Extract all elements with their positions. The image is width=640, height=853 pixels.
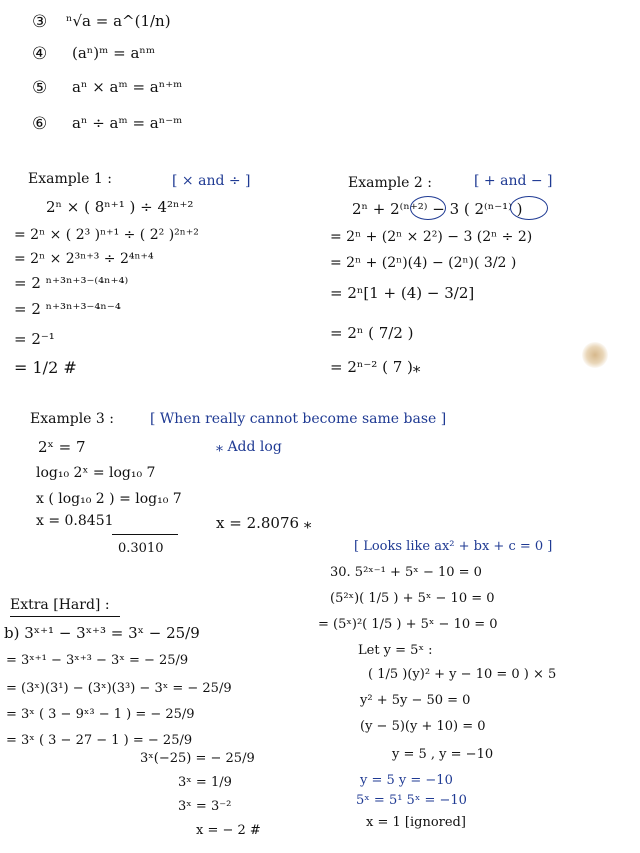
rule-5-number: ⑤ (32, 78, 48, 98)
rule-3-number: ③ (32, 12, 48, 32)
example-3-line: x ( log₁₀ 2 ) = log₁₀ 7 (36, 491, 182, 507)
extra-title: Extra [Hard] : (10, 597, 110, 613)
example-1-line: = 2⁻¹ (14, 330, 55, 348)
example-3-line: 2ˣ = 7 (38, 438, 86, 456)
example-3-note: ⁎ Add log (216, 439, 282, 455)
example-2-line: = 2ⁿ⁻² ( 7 )⁎ (330, 358, 421, 376)
example-2-line: = 2ⁿ + (2ⁿ × 2²) − 3 (2ⁿ ÷ 2) (330, 229, 533, 245)
example-1-line: = 2 ⁿ⁺³ⁿ⁺³⁻⁴ⁿ⁻⁴ (14, 300, 121, 318)
example-1-line: = 1/2 # (14, 358, 77, 377)
extra-line: = 3ˣ ( 3 − 27 − 1 ) = − 25/9 (6, 733, 193, 748)
rule-5-formula: aⁿ × aᵐ = aⁿ⁺ᵐ (72, 78, 183, 96)
example-1-tag: [ × and ÷ ] (172, 173, 251, 189)
example-1-line: = 2 ⁿ⁺³ⁿ⁺³⁻⁽⁴ⁿ⁺⁴⁾ (14, 274, 129, 292)
circle-annotation-n-plus-2 (410, 196, 446, 220)
example-3-line: log₁₀ 2ˣ = log₁₀ 7 (36, 465, 156, 481)
q30-line: ( 1/5 )(y)² + y − 10 = 0 ) × 5 (368, 667, 557, 682)
q30-line: (5²ˣ)( 1/5 ) + 5ˣ − 10 = 0 (330, 591, 495, 606)
extra-line: 3ˣ = 1/9 (178, 775, 232, 790)
q30-line: Let y = 5ˣ : (358, 643, 433, 658)
example-2-tag: [ + and − ] (474, 173, 553, 189)
q30-line: (y − 5)(y + 10) = 0 (360, 719, 486, 734)
q30-line: y = 5 , y = −10 (392, 747, 494, 762)
q30-line: y² + 5y − 50 = 0 (360, 693, 471, 708)
rule-4-number: ④ (32, 44, 48, 64)
example-2-line: 2ⁿ + 2⁽ⁿ⁺²⁾ − 3 ( 2⁽ⁿ⁻¹⁾ ) (352, 200, 523, 218)
paper-stain (582, 342, 608, 368)
example-3-line: x = 0.8451 (36, 513, 114, 529)
example-1-line: = 2ⁿ × 2³ⁿ⁺³ ÷ 2⁴ⁿ⁺⁴ (14, 251, 154, 267)
q30-line: = (5ˣ)²( 1/5 ) + 5ˣ − 10 = 0 (318, 617, 498, 632)
example-1-line: = 2ⁿ × ( 2³ )ⁿ⁺¹ ÷ ( 2² )²ⁿ⁺² (14, 227, 199, 243)
rule-4-formula: (aⁿ)ᵐ = aⁿᵐ (72, 44, 156, 62)
extra-line: 3ˣ = 3⁻² (178, 799, 232, 814)
extra-line: b) 3ˣ⁺¹ − 3ˣ⁺³ = 3ˣ − 25/9 (4, 624, 200, 642)
example-1-title: Example 1 : (28, 171, 112, 187)
rule-6-number: ⑥ (32, 114, 48, 134)
q30-line: y = 5 y = −10 (360, 773, 453, 788)
q30-line: 30. 5²ˣ⁻¹ + 5ˣ − 10 = 0 (330, 565, 482, 580)
fraction-bar (112, 534, 178, 535)
q30-line: x = 1 [ignored] (366, 815, 466, 830)
example-2-title: Example 2 : (348, 175, 432, 191)
extra-line: x = − 2 # (196, 823, 261, 838)
circle-annotation-n-minus-1 (510, 196, 548, 220)
example-3-title: Example 3 : (30, 411, 114, 427)
rule-6-formula: aⁿ ÷ aᵐ = aⁿ⁻ᵐ (72, 114, 183, 132)
example-2-line: = 2ⁿ ( 7/2 ) (330, 324, 414, 342)
example-3-tag: [ When really cannot become same base ] (150, 411, 447, 427)
extra-line: 3ˣ(−25) = − 25/9 (140, 751, 255, 766)
extra-title-underline (10, 616, 120, 617)
extra-line: = 3ˣ⁺¹ − 3ˣ⁺³ − 3ˣ = − 25/9 (6, 653, 189, 668)
extra-line: = 3ˣ ( 3 − 9ˣ³ − 1 ) = − 25/9 (6, 707, 195, 722)
example-2-line: = 2ⁿ[1 + (4) − 3/2] (330, 284, 475, 302)
example-1-line: 2ⁿ × ( 8ⁿ⁺¹ ) ÷ 4²ⁿ⁺² (46, 198, 194, 216)
extra-line: = (3ˣ)(3¹) − (3ˣ)(3³) − 3ˣ = − 25/9 (6, 681, 232, 696)
rule-3-formula: ⁿ√a = a^(1/n) (66, 12, 171, 30)
q30-line: 5ˣ = 5¹ 5ˣ = −10 (356, 793, 467, 808)
example-3-result: x = 2.8076 ⁎ (216, 514, 312, 532)
q30-tag: [ Looks like ax² + bx + c = 0 ] (354, 539, 553, 554)
example-3-denominator: 0.3010 (118, 541, 164, 556)
example-2-line: = 2ⁿ + (2ⁿ)(4) − (2ⁿ)( 3/2 ) (330, 255, 517, 271)
